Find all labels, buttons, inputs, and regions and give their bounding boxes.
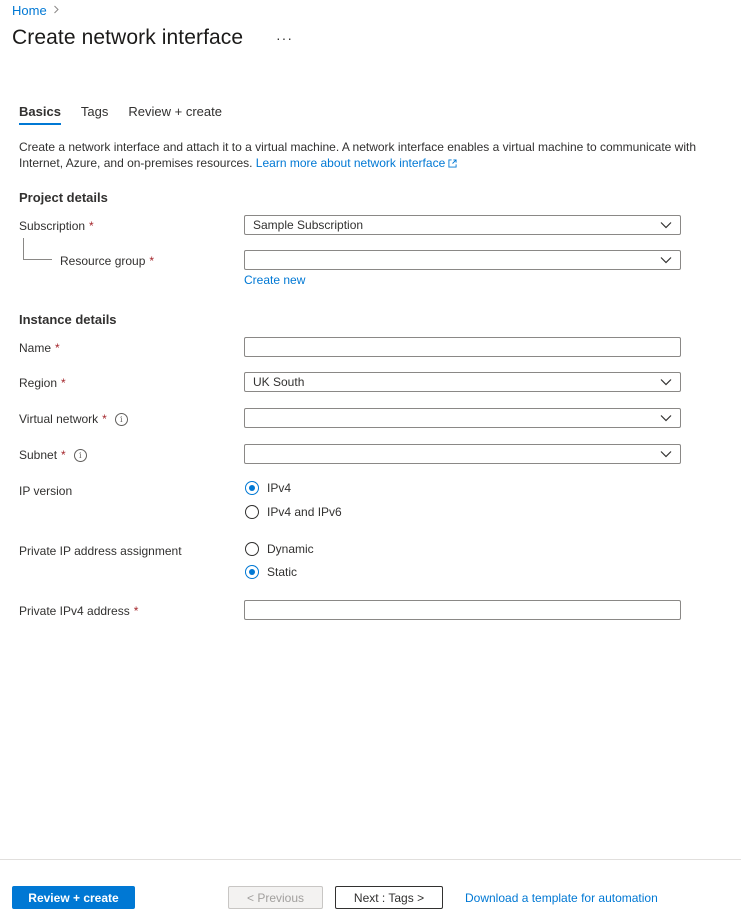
ip-version-ipv4-option[interactable]: IPv4 (245, 481, 291, 495)
resource-group-label: Resource group * (60, 254, 155, 268)
private-ip-assignment-label: Private IP address assignment (19, 544, 182, 558)
required-marker: * (149, 254, 155, 268)
private-ipv4-input[interactable] (244, 600, 681, 620)
review-create-button[interactable]: Review + create (12, 886, 135, 909)
tab-bar (19, 104, 242, 125)
chevron-down-icon (660, 256, 672, 264)
subnet-label: Subnet * i (19, 448, 87, 462)
tab-review-create[interactable]: Review + create (128, 104, 222, 119)
required-marker: * (133, 604, 139, 618)
required-marker: * (102, 412, 107, 426)
radio-button[interactable] (245, 565, 259, 579)
tab-tags[interactable]: Tags (80, 104, 109, 119)
download-template-link[interactable]: Download a template for automation (465, 891, 658, 905)
page-title: Create network interface (12, 26, 244, 49)
private-ip-dynamic-option[interactable]: Dynamic (245, 542, 314, 556)
chevron-down-icon (660, 378, 672, 386)
learn-more-link[interactable]: Learn more about network interface (256, 156, 457, 170)
radio-button[interactable] (245, 481, 259, 495)
private-ipv4-label: Private IPv4 address * (19, 604, 139, 618)
next-tags-button[interactable]: Next : Tags > (335, 886, 443, 909)
name-input[interactable] (244, 337, 681, 357)
more-actions-icon[interactable]: ··· (276, 30, 293, 46)
region-select[interactable]: UK South (244, 372, 681, 392)
project-details-heading: Project details (19, 190, 108, 205)
intro-text: Create a network interface and attach it to a virtual machine. A network interface enables a virtual machine to communicate with Internet, Azure, and on-premises resources. (19, 140, 697, 170)
private-ip-static-option[interactable]: Static (245, 565, 297, 579)
chevron-down-icon (660, 450, 672, 458)
required-marker: * (55, 341, 60, 355)
required-marker: * (89, 219, 94, 233)
info-icon[interactable]: i (115, 413, 128, 426)
previous-button[interactable]: < Previous (228, 886, 323, 909)
virtual-network-select[interactable] (244, 408, 681, 428)
external-link-icon (448, 159, 457, 168)
ip-version-ipv4-ipv6-option[interactable]: IPv4 and IPv6 (245, 505, 342, 519)
radio-button[interactable] (245, 505, 259, 519)
create-new-resource-group-link[interactable]: Create new (244, 273, 306, 287)
region-label: Region * (19, 376, 66, 390)
ip-version-label: IP version (19, 484, 73, 498)
subscription-label: Subscription * (19, 219, 94, 233)
name-label: Name * (19, 341, 60, 355)
required-marker: * (61, 448, 66, 462)
required-marker: * (61, 376, 66, 390)
intro-description (19, 139, 699, 171)
subscription-select[interactable]: Sample Subscription (244, 215, 681, 235)
chevron-down-icon (660, 414, 672, 422)
tree-connector (23, 238, 52, 260)
chevron-down-icon (660, 221, 672, 229)
resource-group-select[interactable] (244, 250, 681, 270)
tab-basics[interactable]: Basics (19, 104, 61, 125)
breadcrumb (12, 3, 60, 18)
breadcrumb-home-link[interactable]: Home (12, 3, 47, 18)
chevron-right-icon (53, 5, 60, 17)
virtual-network-label: Virtual network * i (19, 412, 128, 426)
subnet-select[interactable] (244, 444, 681, 464)
radio-button[interactable] (245, 542, 259, 556)
instance-details-heading: Instance details (19, 312, 117, 327)
info-icon[interactable]: i (74, 449, 87, 462)
footer-divider (0, 859, 741, 860)
